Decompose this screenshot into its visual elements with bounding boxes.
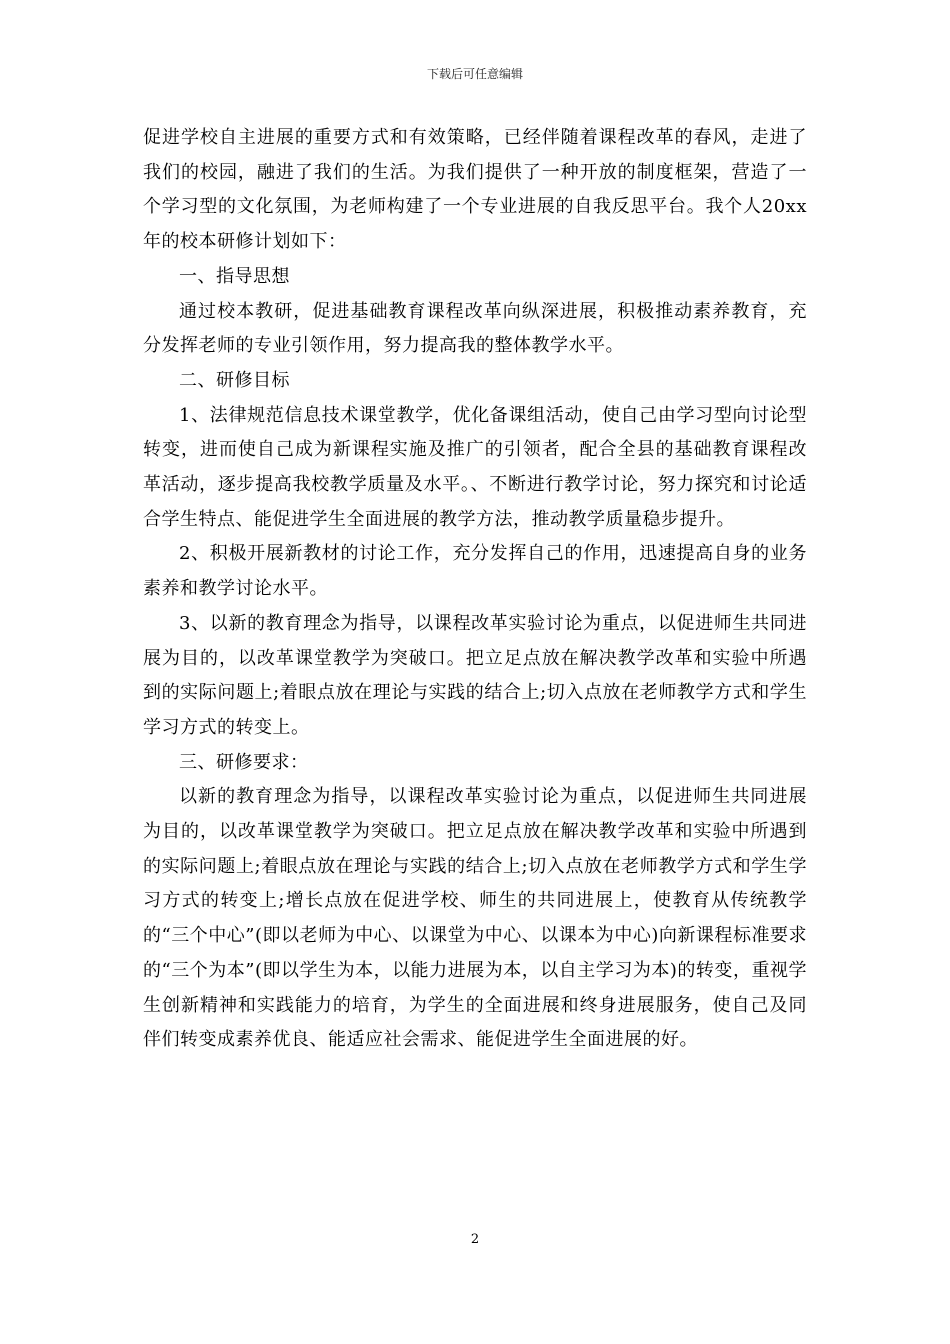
paragraph-requirements: 以新的教育理念为指导，以课程改革实验讨论为重点，以促进师生共同进展为目的，以改革课堂教学为突破口。把立足点放在解决教学改革和实验中所遇到的实际问题上;着眼点放在理论与实践的结合上;切入点放在老师教学方式和学生学习方式的转变上;增长点放在促进学校、师生的共同进展上，使教育从传统教学的“三个中心”(即以老师为中心、以课堂为中心、以课本为中心)向新课程标准要求的“三个为本”(即以学生为本，以能力进展为本，以自主学习为本)的转变，重视学生创新精神和实践能力的培育，为学生的全面进展和终身进展服务，使自己及同伴们转变成素养优良、能适应社会需求、能促进学生全面进展的好。 xyxy=(143,786,807,1051)
document-body xyxy=(143,121,807,1058)
paragraph-intro: 促进学校自主进展的重要方式和有效策略，已经伴随着课程改革的春风，走进了我们的校园，融进了我们的生活。为我们提供了一种开放的制度框架，营造了一个学习型的文化氛围，为老师构建了一个专业进展的自我反思平台。我个人20xx年的校本研修计划如下： xyxy=(143,127,807,253)
section-heading-training-requirements: 三、研修要求： xyxy=(179,751,309,773)
paragraph-goal-2: 2、积极开展新教材的讨论工作，充分发挥自己的作用，迅速提高自身的业务素养和教学讨论水平。 xyxy=(143,543,807,600)
paragraph-goal-3: 3、以新的教育理念为指导，以课程改革实验讨论为重点，以促进师生共同进展为目的，以改革课堂教学为突破口。把立足点放在解决教学改革和实验中所遇到的实际问题上;着眼点放在理论与实践的结合上;切入点放在老师教学方式和学生学习方式的转变上。 xyxy=(143,612,807,738)
page-number: 2 xyxy=(470,1232,480,1247)
paragraph-goal-1: 1、法律规范信息技术课堂教学，优化备课组活动，使自己由学习型向讨论型转变，进而使自己成为新课程实施及推广的引领者，配合全县的基础教育课程改革活动，逐步提高我校教学质量及水平。、不断进行教学讨论，努力探究和讨论适合学生特点、能促进学生全面进展的教学方法，推动教学质量稳步提升。 xyxy=(143,404,807,530)
section-heading-guiding-ideology: 一、指导思想 xyxy=(179,265,290,287)
paragraph-guiding-ideology: 通过校本教研，促进基础教育课程改革向纵深进展，积极推动素养教育，充分发挥老师的专业引领作用，努力提高我的整体教学水平。 xyxy=(143,300,807,357)
section-heading-training-goals: 二、研修目标 xyxy=(179,369,290,391)
page-header: 下载后可任意编辑 xyxy=(426,67,523,81)
